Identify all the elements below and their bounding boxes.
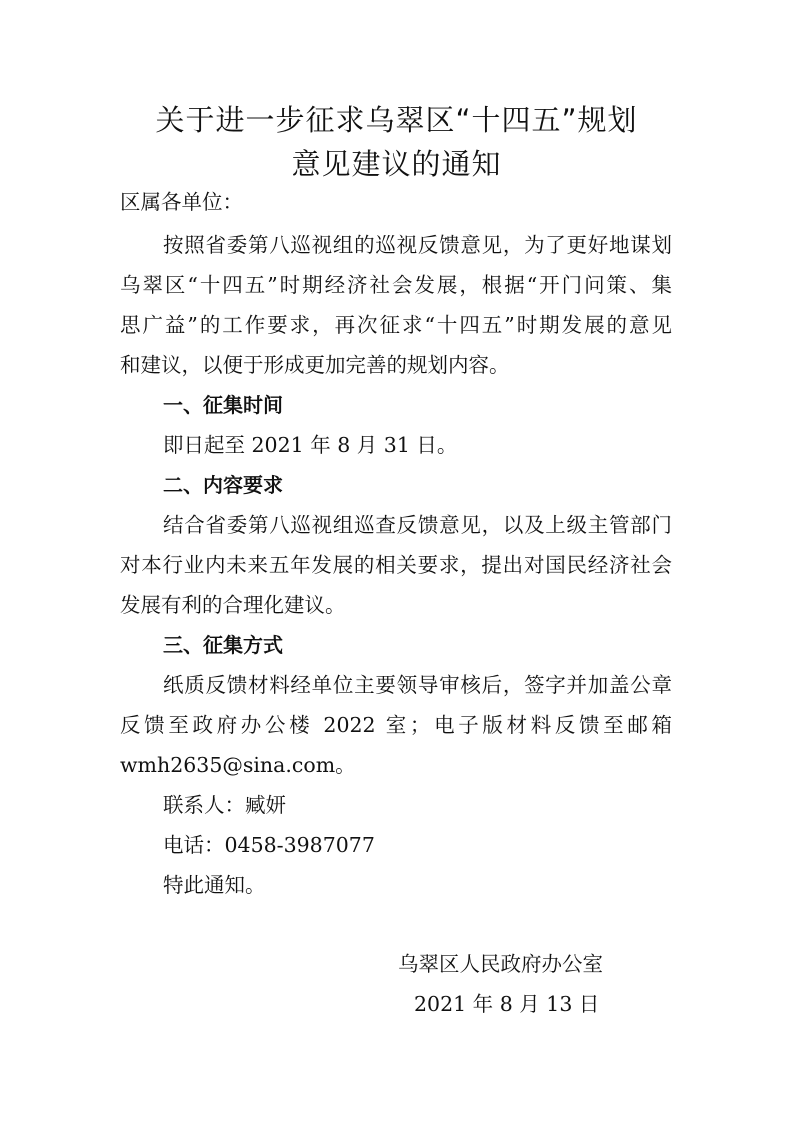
section-heading-collection-time: 一、征集时间 [163,393,283,417]
salutation: 区属各单位： [120,190,243,214]
section-body-method-line-2: 反馈至政府办公楼 2022 室；电子版材料反馈至邮箱 [120,713,672,737]
signature-organization: 乌翠区人民政府办公室 [398,952,603,976]
section-body-requirements-line-3: 发展有利的合理化建议。 [120,593,346,617]
section-heading-content-requirements: 二、内容要求 [163,473,283,497]
section-body-method-email: wmh2635@sina.com。 [120,753,356,777]
section-body-method-line-1: 纸质反馈材料经单位主要领导审核后，签字并加盖公章 [163,673,672,697]
document-title-line-2: 意见建议的通知 [291,147,502,181]
intro-line-2: 乌翠区“十四五”时期经济社会发展，根据“开门问策、集 [120,273,672,297]
section-body-requirements-line-1: 结合省委第八巡视组巡查反馈意见，以及上级主管部门 [163,513,672,537]
intro-line-1: 按照省委第八巡视组的巡视反馈意见，为了更好地谋划 [163,233,672,257]
intro-line-4: 和建议，以便于形成更加完善的规划内容。 [120,353,510,377]
contact-phone: 电话：0458-3987077 [163,833,375,857]
section-body-collection-time: 即日起至 2021 年 8 月 31 日。 [163,433,458,457]
intro-line-3: 思广益”的工作要求，再次征求“十四五”时期发展的意见 [120,313,672,337]
signature-date: 2021 年 8 月 13 日 [414,992,600,1016]
closing-remark: 特此通知。 [163,873,266,897]
section-heading-collection-method: 三、征集方式 [163,633,283,657]
section-body-requirements-line-2: 对本行业内未来五年发展的相关要求，提出对国民经济社会 [120,553,672,577]
contact-person: 联系人：臧妍 [163,793,286,817]
document-title-line-1: 关于进一步征求乌翠区“十四五”规划 [155,103,638,137]
